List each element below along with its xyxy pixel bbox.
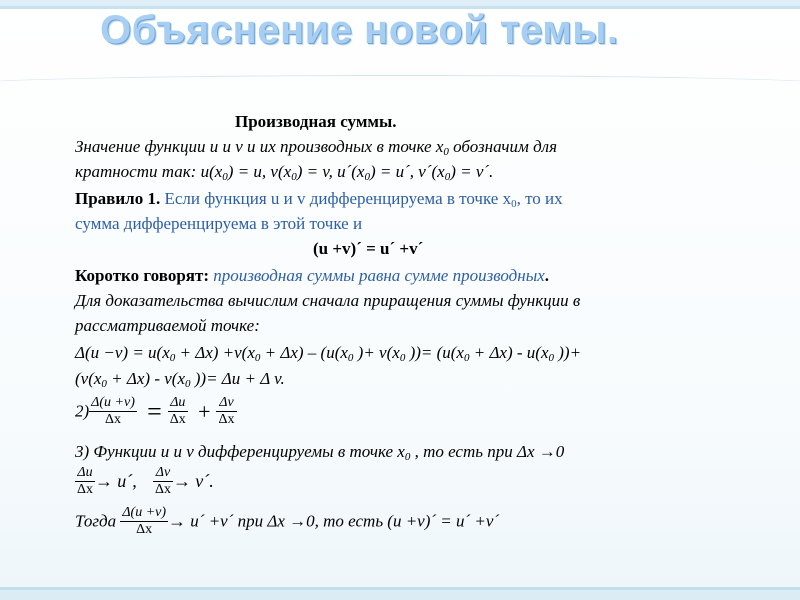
conclusion-label: Тогда [75, 511, 117, 531]
subscript: 0 [222, 171, 228, 183]
subscript: 0 [291, 171, 297, 183]
subscript: 0 [185, 378, 191, 390]
fraction-denominator: Δx [169, 412, 186, 427]
fraction-denominator: Δx [77, 482, 94, 497]
fraction-u-limit [75, 465, 95, 498]
definition-line-1 [75, 137, 557, 158]
fraction-sum-limit [120, 505, 168, 538]
text-span: (v(x [75, 369, 102, 388]
arrow-icon: → [168, 511, 187, 531]
subscript: 0 [511, 198, 517, 210]
fraction-u [168, 395, 188, 428]
fraction-denominator: Δx [136, 522, 153, 537]
text-span: ))+ [554, 343, 582, 362]
text-span: 3) Функции u и v дифференцируемы в точке x [75, 442, 405, 461]
rule-label: Правило 1. [75, 189, 161, 208]
fraction-v-limit [153, 465, 173, 498]
fraction-numerator: Δu [75, 465, 95, 482]
text-span: ) = u, v(x [227, 162, 292, 181]
subscript: 0 [169, 352, 176, 364]
increment-line-2 [75, 369, 285, 390]
fraction-numerator: Δ(u +v) [91, 395, 135, 410]
bottom-band [0, 590, 800, 600]
subscript: 0 [347, 352, 354, 364]
fraction-numerator: Δv [153, 465, 173, 482]
conclusion-line [75, 505, 499, 538]
item-label: 2) [75, 401, 90, 421]
subscript: 0 [404, 451, 411, 463]
text-span: ) = v, u´(x [296, 162, 365, 181]
text-span: кратности так: u(x [75, 162, 223, 181]
decorative-wave [0, 75, 800, 96]
proof-line-1: Для доказательства вычислим сначала приращения суммы функции в [75, 291, 581, 310]
arrow-icon: → [173, 471, 192, 491]
fraction-denominator: Δx [155, 482, 172, 497]
conclusion-text: u´ +v´ при Δx →0, то есть (u +v)´ = u´ +v´ [186, 511, 500, 531]
arrow-icon: → [95, 471, 114, 491]
rule-text: Если функция u и v дифференцируема в точке x [160, 189, 512, 208]
rule-text: , то их [516, 189, 563, 208]
item-2 [75, 395, 237, 428]
text-span: , то есть при Δx →0 [410, 442, 565, 461]
subscript: 0 [364, 171, 370, 183]
summary-label: Коротко говорят: [75, 266, 209, 285]
subscript: 0 [254, 352, 261, 364]
summary-dot: . [544, 266, 550, 285]
slide-title: Объяснение новой темы. [100, 8, 619, 52]
definition-line-2 [75, 162, 493, 183]
text-span: + Δx) +v(x [175, 343, 255, 362]
subscript: 0 [101, 378, 107, 390]
item-3 [75, 442, 564, 463]
rule-line-1 [75, 189, 563, 210]
proof-line-2: рассматриваемой точке: [75, 316, 260, 335]
subscript: 0 [444, 171, 451, 183]
increment-line-1 [75, 343, 581, 364]
text-span: ) = u´, v´(x [369, 162, 445, 181]
equals-sign: = [147, 396, 162, 426]
text-span: ) = v´. [450, 162, 494, 181]
text-span: + Δx) – (u(x [260, 343, 348, 362]
subscript: 0 [548, 352, 555, 364]
plus-sign: + [198, 398, 211, 424]
summary-line [75, 266, 549, 286]
fraction-numerator: Δu [168, 395, 188, 412]
text-span: + Δx) - v(x [106, 369, 185, 388]
main-formula: (u +v)´ = u´ +v´ [313, 239, 424, 258]
subscript: 0 [443, 146, 449, 158]
section-heading: Производная суммы. [235, 112, 397, 131]
limit-value: u´, [117, 471, 137, 491]
fraction-numerator: Δ(u +v) [122, 505, 167, 520]
limits-line [75, 465, 214, 498]
subscript: 0 [463, 352, 470, 364]
text-span: обозначим для [448, 137, 557, 156]
text-span: + Δx) - u(x [469, 343, 549, 362]
text-span: Δ(u −v) = u(x [75, 343, 170, 362]
text-span: ))= Δu + Δ v. [190, 369, 285, 388]
rule-line-2: сумма дифференцируема в этой точке и [75, 214, 363, 233]
text-span: )+ v(x [353, 343, 400, 362]
text-span: ))= (u(x [405, 343, 464, 362]
fraction-sum [89, 395, 137, 428]
summary-text: производная суммы равна сумме производных [208, 266, 545, 285]
fraction-denominator: Δx [218, 412, 235, 427]
text-span: Значение функции u и v и их производных в точке x [75, 137, 444, 156]
fraction-denominator: Δx [105, 412, 122, 427]
subscript: 0 [399, 352, 406, 364]
limit-value: v´. [195, 471, 214, 491]
fraction-numerator: Δv [216, 395, 236, 412]
fraction-v [216, 395, 236, 428]
